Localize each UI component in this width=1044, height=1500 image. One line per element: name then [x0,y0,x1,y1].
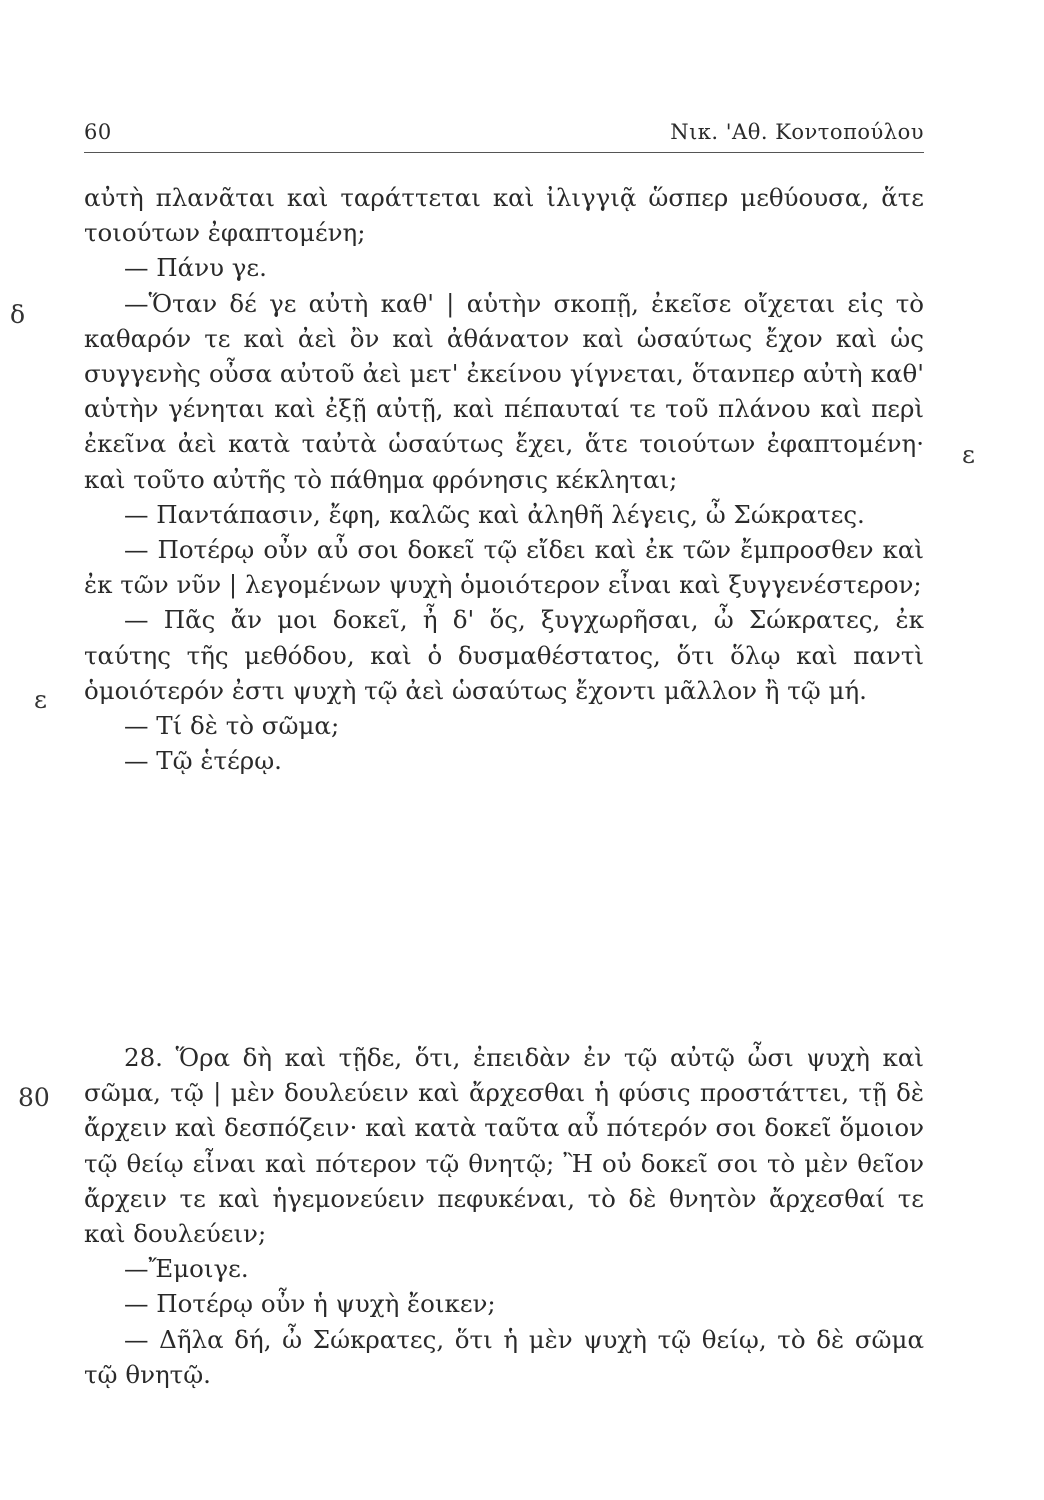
paragraph-section-28: 28. Ὅρα δὴ καὶ τῇδε, ὅτι, ἐπειδὰν ἐν τῷ αὐτῷ ὦσι ψυχὴ καὶ σῶμα, τῷ | μὲν δουλεύειν καὶ ἄρχεσθαι ἡ φύσις προστάττει, τῇ δὲ ἄρχειν καὶ δεσπόζειν· καὶ κατὰ ταῦτα αὖ πότερόν σοι δοκεῖ ὅμοιον τῷ θείῳ εἶναι καὶ πότερον τῷ θνητῷ; Ἢ οὐ δοκεῖ σοι τὸ μὲν θεῖον ἄρχειν τε καὶ ἡγεμονεύειν πεφυκέναι, τὸ δὲ θνητὸν ἄρχεσθαί τε καὶ δουλεύειν; [84,1043,924,1249]
margin-marker-delta: δ [10,300,26,329]
margin-line-number-80: 80 [18,1083,50,1112]
text-block-dialogue [84,180,924,778]
running-head-author: Νικ. 'Αθ. Κοντοπούλου [670,120,924,144]
page-number: 60 [84,120,112,144]
paragraph: — Τῷ ἑτέρῳ. [124,746,282,776]
paragraph: αὐτὴ πλανᾶται καὶ ταράττεται καὶ ἰλιγγιᾷ ὥσπερ μεθύουσα, ἅτε τοιούτων ἐφαπτομένη; [84,183,924,248]
paragraph: — Παντάπασιν, ἔφη, καλῶς καὶ ἀληθῆ λέγεις, ὦ Σώκρατες. [124,499,865,529]
paragraph: — Ποτέρῳ οὖν ἡ ψυχὴ ἔοικεν; [124,1289,496,1319]
paragraph: — Ποτέρῳ οὖν αὖ σοι δοκεῖ τῷ εἴδει καὶ ἐκ τῶν ἔμπροσθεν καὶ ἐκ τῶν νῦν | λεγομένων ψυχὴ ὁμοιότερον εἶναι καὶ ξυγγενέστερον; [84,535,924,600]
running-header [84,118,924,153]
paragraph: — Πάνυ γε. [124,253,267,283]
paragraph: — Δῆλα δή, ὦ Σώκρατες, ὅτι ἡ μὲν ψυχὴ τῷ θείῳ, τὸ δὲ σῶμα τῷ θνητῷ. [84,1324,924,1389]
text-block-section-28 [84,1040,924,1392]
paragraph: —Ἔμοιγε. [124,1254,249,1284]
paragraph: —Ὅταν δέ γε αὐτὴ καθ' | αὑτὴν σκοπῇ, ἐκεῖσε οἴχεται εἰς τὸ καθαρόν τε καὶ ἀεὶ ὂν καὶ ἀθάνατον καὶ ὡσαύτως ἔχον καὶ ὡς συγγενὴς οὖσα αὐτοῦ ἀεὶ μετ' ἐκείνου γίγνεται, ὅτανπερ αὐτὴ καθ' αὑτὴν γένηται καὶ ἐξῇ αὐτῇ, καὶ πέπαυταί τε τοῦ πλάνου καὶ περὶ ἐκεῖνα ἀεὶ κατὰ ταὐτὰ ὡσαύτως ἔχει, ἅτε τοιούτων ἐφαπτομένη· καὶ τοῦτο αὐτῆς τὸ πάθημα φρόνησις κέκληται; [84,288,924,494]
margin-marker-epsilon-right: ε [962,440,975,469]
paragraph: — Πᾶς ἄν μοι δοκεῖ, ἦ δ' ὅς, ξυγχωρῆσαι, ὦ Σώκρατες, ἐκ ταύτης τῆς μεθόδου, καὶ ὁ δυσμαθέστατος, ὅτι ὅλῳ καὶ παντὶ ὁμοιότερόν ἐστι ψυχὴ τῷ ἀεὶ ὡσαύτως ἔχοντι μᾶλλον ἢ τῷ μή. [84,605,924,705]
margin-marker-epsilon: ε [34,685,47,714]
paragraph: — Τί δὲ τὸ σῶμα; [124,711,340,741]
